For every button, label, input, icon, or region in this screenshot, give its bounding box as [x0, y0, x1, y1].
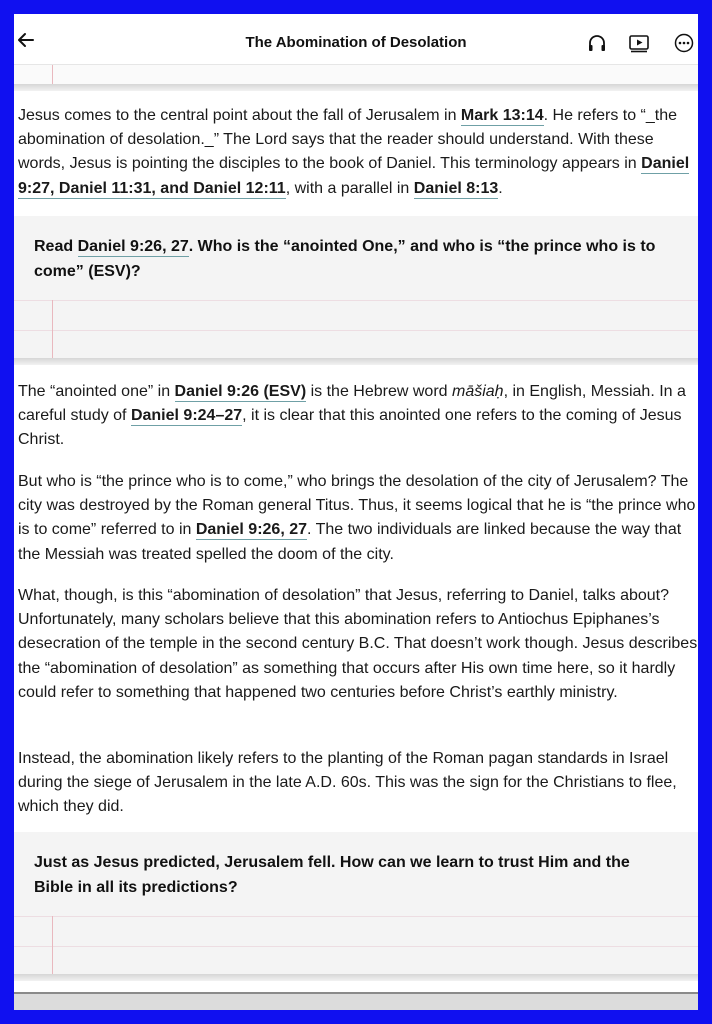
scripture-link[interactable]: Daniel 9:27, Daniel 11:31, and Daniel 12:11 [18, 155, 690, 197]
text: , in English, Messiah. In a careful study of [18, 383, 686, 425]
scripture-link[interactable]: Daniel 9:26 (ESV) [174, 383, 307, 400]
note-strip-top[interactable] [14, 65, 698, 85]
question-box-2 [14, 832, 698, 974]
divider-shadow [14, 84, 698, 91]
hebrew-word: māšiaḥ [452, 383, 504, 400]
paragraph-1 [18, 104, 698, 201]
text: . Who is the “anointed One,” and who is “the prince who is to come” (ESV)? [34, 238, 656, 280]
top-bar [14, 14, 698, 65]
text: . The two individuals are linked because the way that the Messiah was treated spelled the doom of the city. [18, 521, 682, 563]
paragraph-5: Instead, the abomination likely refers to the planting of the Roman pagan standards in Israel during the siege of Jerusalem in the late A.D. 60s. This was the sign for the Christians to flee, which they did. [18, 750, 677, 816]
text: is the Hebrew word [306, 383, 452, 400]
video-icon[interactable] [628, 32, 650, 54]
answer-field-2[interactable] [14, 916, 698, 974]
text: The “anointed one” in [18, 383, 175, 400]
question-1 [34, 234, 664, 284]
text: , it is clear that this anointed one refers to the coming of Jesus Christ. [18, 407, 682, 449]
bottom-bar [14, 992, 698, 1010]
paragraph-4: What, though, is this “abomination of desolation” that Jesus, referring to Daniel, talks about? Unfortunately, many scholars believe that this abomination refers to Antiochus Epiphanes’s desecration of the temple in the second century B.C. That doesn’t work though. Jesus describes the “abomination of desolation” as something that occurs after His own time here, so it hardly could refer to something that happened two centuries before Christ’s earthly ministry. [18, 587, 698, 701]
scripture-link[interactable]: Daniel 8:13 [413, 179, 499, 197]
more-icon[interactable] [673, 32, 695, 54]
scripture-link[interactable]: Mark 13:14 [460, 107, 544, 124]
question-2: Just as Jesus predicted, Jerusalem fell. How can we learn to trust Him and the Bible in all its predictions? [34, 854, 630, 896]
headphones-icon[interactable] [586, 32, 608, 54]
text: Jesus comes to the central point about the fall of Jerusalem in [18, 107, 461, 124]
text: , with a parallel in [285, 179, 414, 197]
margin-line [52, 65, 53, 85]
text: Read [34, 238, 78, 255]
scripture-link[interactable]: Daniel 9:24–27 [130, 407, 243, 425]
text: But who is “the prince who is to come,” who brings the desolation of the city of Jerusalem? The city was destroyed by the Roman general Titus. Thus, it seems logical that he is “the prince who is to come” referred to in [18, 473, 696, 539]
answer-field-1[interactable] [14, 300, 698, 358]
page-title: The Abomination of Desolation [245, 34, 467, 51]
scripture-link[interactable]: Daniel 9:26, 27 [77, 238, 189, 255]
divider-shadow [14, 974, 698, 981]
divider-shadow [14, 358, 698, 365]
paragraph-2 [18, 380, 698, 453]
scripture-link[interactable]: Daniel 9:26, 27 [195, 521, 308, 539]
question-box-1 [14, 216, 698, 358]
text: . [498, 179, 503, 197]
app-frame [14, 14, 698, 1010]
paragraph-3 [18, 470, 698, 567]
text: . He refers to “_the abomination of desolation._” The Lord says that the reader should understand. With these words, Jesus is pointing the disciples to the book of Daniel. This terminology appears in [18, 107, 678, 173]
